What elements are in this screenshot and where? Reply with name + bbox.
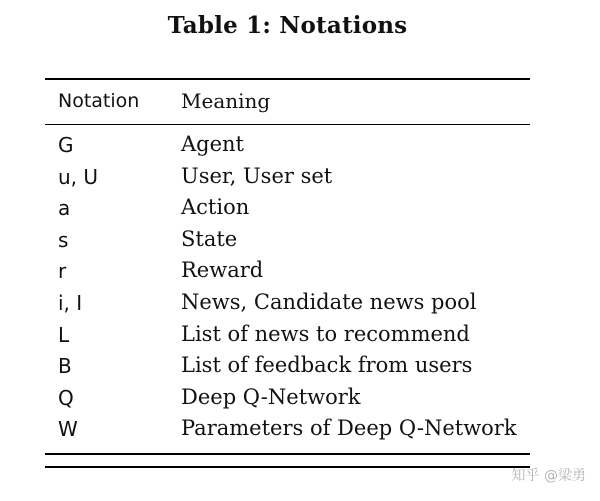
table-row [0,383,600,415]
meaning-cell: Action [181,195,250,220]
notation-cell: B [58,354,72,379]
meaning-cell: User, User set [181,163,333,188]
header-meaning: Meaning [181,89,271,113]
table-body [0,130,600,446]
notation-cell: a [58,196,71,221]
meaning-cell: Deep Q-Network [181,384,361,409]
notation-cell: s [58,227,69,252]
table-row [0,130,600,162]
table-row [0,351,600,383]
notation-cell: L [58,322,70,347]
meaning-cell: State [181,226,238,251]
table-row [0,320,600,352]
table-row [0,225,600,257]
table-bottom-rule [45,453,530,455]
table-top-rule [45,78,530,80]
meaning-cell: List of feedback from users [181,353,473,378]
table-bottom-rule-double [45,466,530,468]
table-row [0,162,600,194]
table-row [0,288,600,320]
notation-cell: G [58,133,74,157]
notation-cell: r [58,259,67,284]
table-header-rule [45,124,530,125]
table-row [0,256,600,288]
header-notation: Notation [58,90,140,112]
meaning-cell: Reward [181,258,264,283]
table-caption: Table 1: Notations [167,12,408,39]
notation-cell: W [58,417,78,442]
meaning-cell: Parameters of Deep Q-Network [181,416,517,441]
table-header-row [0,87,600,117]
meaning-cell: Agent [181,132,244,156]
notation-cell: i, I [58,290,83,315]
notation-cell: Q [58,385,74,410]
table-row [0,193,600,225]
meaning-cell: List of news to recommend [181,321,470,346]
table-row [0,414,600,446]
meaning-cell: News, Candidate news pool [181,289,477,314]
notation-cell: u, U [58,164,99,189]
watermark: 知乎 @梁勇 [511,468,586,484]
